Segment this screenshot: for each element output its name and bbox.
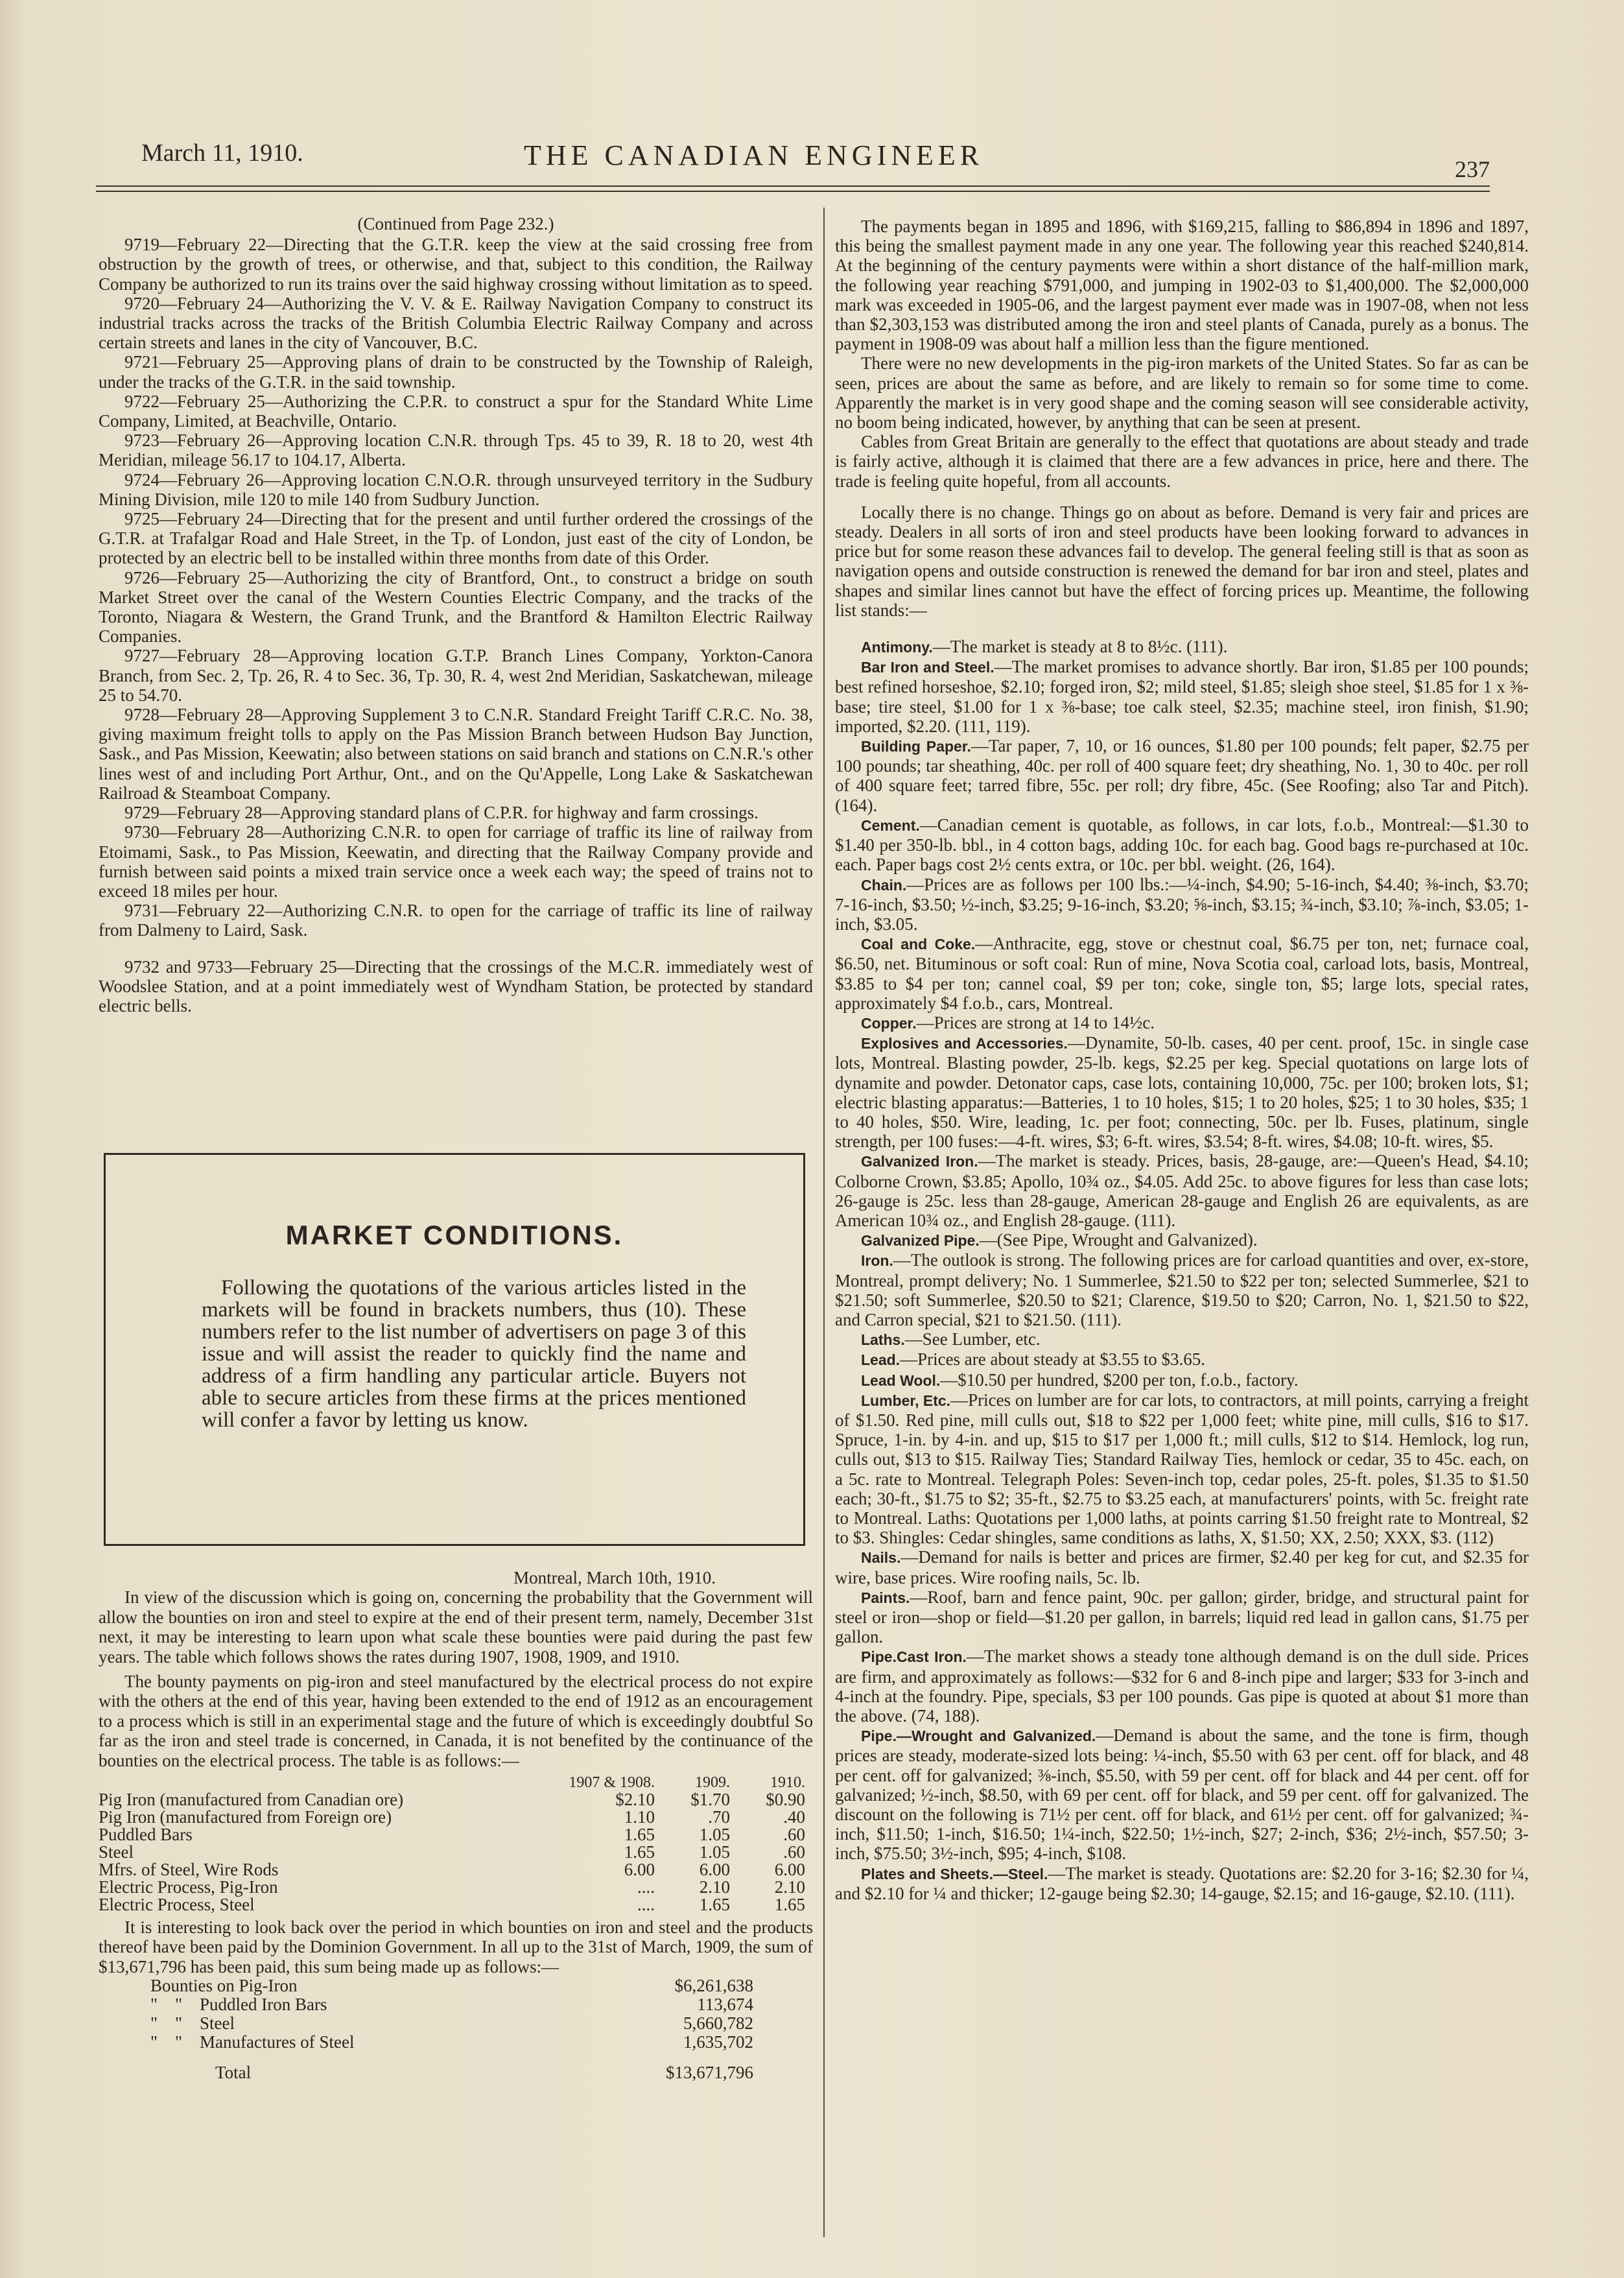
paragraph: There were no new developments in the pig-iron markets of the United States. So far as can be seen, prices are about the same as before, and are likely to remain so for some time to come. Apparently the market is in very good shape and the coming season will see considerable activity, no boom being indicated, however, by anything that can be seen at present. [835, 353, 1529, 433]
market-item [835, 1230, 1529, 1250]
item-heading: Antimony. [861, 639, 933, 656]
item-heading: Galvanized Pipe. [861, 1232, 980, 1250]
table-row [99, 1879, 805, 1896]
total-label: Total [215, 2063, 252, 2083]
cell: 1.05 [699, 1842, 730, 1862]
right-column [835, 217, 1529, 1903]
item-heading: Laths. [861, 1331, 905, 1349]
cell: .60 [783, 1842, 805, 1862]
amount: $6,261,638 [674, 1976, 753, 1996]
market-item [835, 637, 1529, 657]
paragraph: It is interesting to look back over the period in which bounties on iron and steel and the products thereof have been paid by the Dominion Government. In all up to the 31st of March, 1909, the sum of $13,671,796 has been paid, this sum being made up as follows:— [99, 1917, 813, 1976]
row-label: " " Manufactures of Steel [150, 2032, 355, 2052]
item-heading: Paints. [861, 1589, 910, 1606]
table-row [150, 2014, 753, 2033]
table-row [150, 1976, 753, 1995]
row-label: Pig Iron (manufactured from Foreign ore) [99, 1807, 392, 1827]
total-row [150, 2063, 753, 2082]
cell: .40 [783, 1807, 805, 1827]
left-column [99, 214, 813, 1015]
item-text: —The market is steady at 8 to 8½c. (111). [932, 637, 1228, 657]
table-row [99, 1791, 805, 1809]
market-conditions-title: MARKET CONDITIONS. [285, 1220, 624, 1250]
header-rule [96, 185, 1490, 187]
item-text: —(See Pipe, Wrought and Galvanized). [979, 1230, 1258, 1250]
row-label: " " Steel [150, 2013, 235, 2034]
cell: 1.65 [774, 1895, 805, 1915]
item-heading: Lead. [861, 1351, 900, 1369]
cell: .60 [783, 1825, 805, 1845]
item-heading: Pipe.—Wrought and Galvanized. [861, 1727, 1096, 1745]
market-item [835, 1547, 1529, 1587]
item-text: —Demand for nails is better and prices are firmer, $2.40 per keg for cut, and $2.35 for wire, base prices. Wire roofing nails, 5c. lb. [835, 1547, 1529, 1587]
item-heading: Bar Iron and Steel. [861, 659, 994, 676]
row-label: Bounties on Pig-Iron [150, 1976, 298, 1996]
cell: 2.10 [699, 1877, 730, 1897]
order-item: 9729—February 28—Approving standard plans of C.P.R. for highway and farm crossings. [124, 803, 759, 823]
table-row [99, 1896, 805, 1914]
item-text: —$10.50 per hundred, $200 per ton, f.o.b., factory. [940, 1370, 1299, 1390]
item-heading: Chain. [861, 876, 907, 894]
amount: 5,660,782 [683, 2013, 753, 2034]
table-row [150, 2033, 753, 2063]
market-item [835, 1013, 1529, 1033]
order-item: 9730—February 28—Authorizing C.N.R. to open for carriage of traffic its line of railway from Etoimami, Sask., to Pas Mission, Keewatin, and directing that the Railway Company provide and furnish between said points a mixed train service once a week each way; the speed of trains not to exceed 18 miles per hour. [99, 822, 813, 901]
cell: $0.90 [766, 1790, 805, 1810]
item-heading: Cement. [861, 816, 920, 834]
cell: 1.10 [624, 1807, 655, 1827]
item-text: —Demand is about the same, and the tone is firm, though prices are steady, moderate-sized lots being: ¼-inch, $5.50 with 63 per cent. off for black, and 48 per cent. off for galvanized; ⅜-inch, $5.50, with 59 per cent. off for black and 44 per cent. off for galvanized; ½-inch, $8.50, with 69 per cent. off for black, and 59 per cent. off for galvanized. The discount on the following is 71½ per cent. off for black, and 61½ per cent. off for galvanized; ¾-inch, $11.50; 1-inch, $16.50; 1¼-inch, $22.50; 1½-inch, $27; 2-inch, $36; 2½-inch, $57.50; 3-inch, $75.50; 3½-inch, $95; 4-inch, $108. [835, 1726, 1529, 1864]
market-conditions-note: Following the quotations of the various articles listed in the markets will be found in brackets numbers, thus (10). These numbers refer to the list number of advertisers on page 3 of this issue and will assist the reader to quickly find the name and address of a firm handling any particular article. Buyers not able to secure articles from these firms at the prices mentioned will confer a favor by letting us know. [202, 1276, 746, 1432]
item-heading: Building Paper. [861, 738, 971, 755]
item-text: —Dynamite, 50-lb. cases, 40 per cent. proof, 15c. in single case lots, Montreal. Blasting powder, 25-lb. kegs, $2.25 per keg. Special quotations on large lots of dynamite and powder. Detonator caps, case lots, containing 10,000, 75c. per 100; broken lots, $1; electric blasting apparatus:—Batteries, 1 to 10 holes, $15; 1 to 20 holes, $25; 1 to 30 holes, $35; 1 to 40 holes, $50. Wire, leading, 1c. per foot; connecting, 50c. per lb. Fuses, platinum, single strength, per 100 fuses:—4-ft. wires, $3; 6-ft. wires, $3.54; 8-ft. wires, $4.08; 10-ft. wires, $5. [835, 1033, 1529, 1152]
item-text: —See Lumber, etc. [904, 1329, 1041, 1349]
cell: 6.00 [624, 1860, 655, 1880]
row-label: Electric Process, Steel [99, 1895, 255, 1915]
order-item: 9725—February 24—Directing that for the present and until further ordered the crossings of the G.T.R. at Trafalgar Road and Hale Street, in the Tp. of London, just east of the city of London, be protected by an electric bell to be installed within three months from date of this Order. [99, 509, 813, 568]
paragraph: The bounty payments on pig-iron and steel manufactured by the electrical process do not expire with the others at the end of this year, having been extended to the end of 1912 as an encouragement to a process which is still in an experimental stage and the future of which is exceedingly doubtful So far as the iron and steel trade is concerned, in Canada, it is not benefited by the continuance of the bounties on the electrical process. The table is as follows:— [99, 1672, 813, 1770]
cell: .... [637, 1895, 655, 1915]
order-item: 9721—February 25—Approving plans of drain to be constructed by the Township of Raleigh, under the tracks of the G.T.R. in the said township. [99, 352, 813, 392]
paragraph: Cables from Great Britain are generally to the effect that quotations are about steady and trade is fairly active, although it is claimed that there are a few advances in price, here and there. The trade is feeling quite hopeful, from all accounts. [835, 432, 1529, 491]
item-heading: Copper. [861, 1014, 917, 1032]
market-item [835, 1587, 1529, 1647]
order-item: 9727—February 28—Approving location G.T.P. Branch Lines Company, Yorkton-Canora Branch, from Sec. 2, Tp. 26, R. 4 to Sec. 36, Tp. 30, R. 4, west 2nd Meridian, Saskatchewan, mileage 25 to 54.70. [99, 646, 813, 705]
item-heading: Explosives and Accessories. [861, 1035, 1068, 1052]
montreal-report [99, 1568, 813, 2082]
item-text: —Prices on lumber are for car lots, to contractors, at mill points, carrying a freight of $1.50. Red pine, mill culls out, $18 to $22 per 1,000 feet; white pine, mill culls, $16 to $17. Spruce, 1-in. by 4-in. and up, $15 to $17 per 1,000 ft.; mill culls, $12 to $14. Hemlock, log run, culls out, $13 to $15. Railway Ties; Standard Railway Ties, hemlock or cedar, 35 to 45c. each, on a 5c. rate to Montreal. Telegraph Poles: Seven-inch top, cedar poles, 25-ft. poles, $1.35 to $1.50 each; 30-ft., $1.75 to $2; 35-ft., $2.75 to $3.25 each, at manufacturers' points, with 5c. freight rate to Montreal. Laths: Quotations per 1,000 laths, at points carring $1.50 freight rate to Montreal, $2 to $3. Shingles: Cedar shingles, same conditions as laths, X, $1.50; XX, 2.50; XXX, $3. (112) [835, 1390, 1529, 1548]
bounty-totals-table [150, 1976, 753, 2082]
market-item [835, 1349, 1529, 1370]
market-item [835, 1033, 1529, 1151]
column-divider [823, 208, 825, 2237]
order-item: 9726—February 25—Authorizing the city of Brantford, Ont., to construct a bridge on south Market Street over the canal of the Western Counties Electric Company, and the tracks of the Toronto, Niagara & Western, the Grand Trunk, and the Brantford & Hamilton Electric Railway Companies. [99, 567, 813, 647]
order-item: 9719—February 22—Directing that the G.T.R. keep the view at the said crossing free from obstruction by the growth of trees, or otherwise, and that, subject to this condition, the Railway Company be authorized to run its trains over the said highway crossing without limitation as to speed. [99, 235, 813, 294]
cell: 2.10 [774, 1877, 805, 1897]
page-number: 237 [1455, 156, 1490, 182]
item-text: —Prices are as follows per 100 lbs.:—¼-inch, $4.90; 5-16-inch, $4.40; ⅜-inch, $3.70; 7-16-inch, $3.50; ½-inch, $3.25; 9-16-inch, $3.20; ⅝-inch, $3.15; ¾-inch, $3.10; ⅞-inch, $3.05; 1-inch, $3.05. [835, 874, 1529, 934]
item-text: —Prices are strong at 14 to 14½c. [916, 1012, 1155, 1032]
market-item [835, 1329, 1529, 1349]
market-item [835, 875, 1529, 934]
cell: 6.00 [699, 1860, 730, 1880]
market-item [835, 657, 1529, 736]
market-item [835, 736, 1529, 815]
table-row [99, 1809, 805, 1826]
cell: 1.05 [699, 1825, 730, 1845]
item-heading: Nails. [861, 1549, 901, 1567]
table-row [99, 1826, 805, 1844]
market-item [835, 1390, 1529, 1548]
order-item: 9720—February 24—Authorizing the V. V. & E. Railway Navigation Company to construct its industrial tracks across the tracks of the British Columbia Electric Railway Company and across certain streets and lanes in the city of Vancouver, B.C. [99, 293, 813, 353]
page-header [141, 136, 1490, 182]
market-item [835, 1370, 1529, 1390]
cell: 6.00 [774, 1860, 805, 1880]
cell: 1.65 [624, 1842, 655, 1862]
continued-note: (Continued from Page 232.) [357, 214, 554, 233]
order-item: 9722—February 25—Authorizing the C.P.R. to construct a spur for the Standard White Lime Company, Limited, at Beachville, Ontario. [99, 391, 813, 431]
order-item: 9728—February 28—Approving Supplement 3 to C.N.R. Standard Freight Tariff C.R.C. No. 38, giving maximum freight tolls to apply on the Pas Mission Branch between Hudson Bay Junction, Sask., and Pas Mission, Keewatin; also between stations on said branch and stations on C.N.R.'s other lines west of and including Port Arthur, Ont., and on the Qu'Appelle, Long Lake & Saskatchewan Railroad & Steamboat Company. [99, 705, 813, 803]
market-item [835, 1646, 1529, 1726]
order-item: 9731—February 22—Authorizing C.N.R. to open for the carriage of traffic its line of railway from Dalmeny to Laird, Sask. [99, 901, 813, 940]
market-conditions-box [104, 1153, 805, 1546]
amount: 1,635,702 [683, 2032, 753, 2052]
item-heading: Plates and Sheets.—Steel. [861, 1865, 1048, 1882]
item-heading: Pipe.Cast Iron. [861, 1648, 967, 1666]
item-text: —Prices are about steady at $3.55 to $3.65. [900, 1349, 1205, 1370]
table-row [99, 1844, 805, 1861]
cell: 1.65 [699, 1895, 730, 1915]
item-text: —The market is steady. Prices, basis, 28-gauge, are:—Queen's Head, $4.10; Colborne Crown, $3.85; Apollo, 10¾ oz., $4.05. Add 25c. to above figures for less than case lots; 26-gauge is 25c. less than 28-gauge, American 28-gauge and English 26 are equivalents, as are American 10¾ oz., and English 28-gauge. (111). [835, 1151, 1529, 1230]
paragraph: In view of the discussion which is going on, concerning the probability that the Government will allow the bounties on iron and steel to expire at the end of their present term, namely, December 31st next, it may be interesting to learn upon what scale these bounties were paid during the past few years. The table which follows shows the rates during 1907, 1908, 1909, and 1910. [99, 1587, 813, 1667]
table-row [99, 1861, 805, 1879]
row-label: Puddled Bars [99, 1825, 193, 1845]
column-header: 1909. [695, 1774, 730, 1792]
item-heading: Lumber, Etc. [861, 1392, 951, 1409]
item-text: —The market shows a steady tone although demand is on the dull side. Prices are firm, and approximately as follows:—$32 for 6 and 8-inch pipe and larger; $33 for 3-inch and 4-inch at the foundry. Pipe, specials, $3 per 100 pounds. Gas pipe is quoted at about $1 more than the above. (74, 188). [835, 1646, 1529, 1726]
item-heading: Lead Wool. [861, 1371, 941, 1389]
market-item [835, 1864, 1529, 1903]
market-item [835, 815, 1529, 875]
item-heading: Coal and Coke. [861, 936, 976, 953]
item-text: —Anthracite, egg, stove or chestnut coal, $6.75 per ton, net; furnace coal, $6.50, net. Bituminous or soft coal: Run of mine, Nova Scotia coal, carload lots, basis, Montreal, $3.85 to $4 per ton; cannel coal, $9 per ton; coke, single ton, $5; large lots, special rates, approximately $4 f.o.b., cars, Montreal. [835, 934, 1529, 1013]
issue-date: March 11, 1910. [141, 139, 303, 167]
market-item [835, 1250, 1529, 1329]
market-item [835, 934, 1529, 1013]
market-item [835, 1726, 1529, 1863]
table-header-row [99, 1774, 805, 1791]
amount: 113,674 [697, 1995, 753, 2015]
table-row [150, 1995, 753, 2014]
row-label: Mfrs. of Steel, Wire Rods [99, 1860, 279, 1880]
item-text: —Tar paper, 7, 10, or 16 ounces, $1.80 per 100 pounds; felt paper, $2.75 per 100 pounds; tar sheathing, 40c. per roll of 400 square feet; dry sheathing, No. 1, 30 to 40c. per roll of 400 square feet; tarred fibre, 55c. per roll; dry fibre, 45c. (See Roofing; also Tar and Pitch). (164). [835, 736, 1529, 815]
row-label: " " Puddled Iron Bars [150, 1995, 327, 2015]
journal-title: THE CANADIAN ENGINEER [524, 139, 984, 171]
cell: .... [637, 1877, 655, 1897]
row-label: Steel [99, 1842, 134, 1862]
item-text: —The outlook is strong. The following prices are for carload quantities and over, ex-store, Montreal, prompt delivery; No. 1 Summerlee, $21.50 to $22 per ton; selected Summerlee, $21 to $21.50; soft Summerlee, $20.50 to $21; Clarence, $19.50 to $20; Carron, No. 1, $21.50 to $22, and Carron special, $21 to $21.50. (111). [835, 1250, 1529, 1329]
order-item: 9732 and 9733—February 25—Directing that the crossings of the M.C.R. immediately west of Woodslee Station, and at a point immediately west of Wyndham Station, be protected by standard electric bells. [99, 956, 813, 1015]
row-label: Electric Process, Pig-Iron [99, 1877, 278, 1897]
cell: 1.65 [624, 1825, 655, 1845]
item-text: —The market is steady. Quotations are: $2.20 for 3-16; $2.30 for ¼, and $2.10 for ¼ and thicker; 12-gauge being $2.30; 14-gauge, $2.15; and 16-gauge, $2.10. (111). [835, 1863, 1529, 1903]
cell: $2.10 [615, 1790, 655, 1810]
row-label: Pig Iron (manufactured from Canadian ore) [99, 1790, 404, 1810]
market-item [835, 1151, 1529, 1230]
order-item: 9723—February 26—Approving location C.N.R. through Tps. 45 to 39, R. 18 to 20, west 4th Meridian, mileage 56.17 to 104.17, Alberta. [99, 431, 813, 470]
item-text: —The market promises to advance shortly. Bar iron, $1.85 per 100 pounds; best refined horseshoe, $2.10; forged iron, $2; mild steel, $1.85; sleigh shoe steel, $1.85 for 1 x ⅜-base; tire steel, $1.00 for 1 x ⅜-base; toe calk steel, $2.35; machine steel, iron finish, $1.90; imported, $2.20. (111, 119). [835, 657, 1529, 736]
cell: .70 [708, 1807, 730, 1827]
column-header: 1910. [770, 1774, 805, 1792]
item-heading: Galvanized Iron. [861, 1153, 978, 1170]
item-text: —Canadian cement is quotable, as follows, in car lots, f.o.b., Montreal:—$1.30 to $1.40 per 350-lb. bbl., in 4 cotton bags, adding 10c. for each bag. Good bags re-purchased at 10c. each. Paper bags cost 2½ cents extra, or 10c. per bbl. weight. (26, 164). [835, 814, 1529, 875]
item-text: —Roof, barn and fence paint, 90c. per gallon; girder, bridge, and structural paint for steel or iron—shop or field—$1.20 per gallon, in barrels; liquid red lead in gallon cans, $1.75 per gallon. [835, 1587, 1529, 1647]
header-rule-thin [96, 191, 1490, 192]
dateline: Montreal, March 10th, 1910. [513, 1568, 716, 1587]
column-header: 1907 & 1908. [569, 1774, 655, 1792]
cell: $1.70 [690, 1790, 730, 1810]
total-amount: $13,671,796 [666, 2063, 753, 2083]
paragraph: The payments began in 1895 and 1896, with $169,215, falling to $86,894 in 1896 and 1897, this being the smallest payment made in any one year. The following year this reached $240,814. At the beginning of the century payments were within a short distance of the half-million mark, the following year reaching $791,000, and jumping in 1902-03 to $1,400,000. The $2,000,000 mark was exceeded in 1905-06, and the largest payment ever made was in 1907-08, when not less than $2,303,153 was distributed among the iron and steel plants of Canada, purely as a bonus. The payment in 1908-09 was about half a million less than the figure mentioned. [835, 217, 1529, 354]
item-heading: Iron. [861, 1252, 893, 1270]
bounty-rates-table [99, 1774, 805, 1914]
order-item: 9724—February 26—Approving location C.N.O.R. through unsurveyed territory in the Sudbury Mining Division, mile 120 to mile 140 from Sudbury Junction. [99, 469, 813, 509]
paragraph: Locally there is no change. Things go on about as before. Demand is very fair and prices are steady. Dealers in all sorts of iron and steel products have been looking forward to advances in price but for some reason these advances fail to develop. The general feeling still is that as soon as navigation opens and outside construction is renewed the demand for bar iron and steel, plates and shapes and similar lines cannot but have the effect of forcing prices up. Meantime, the following list stands:— [835, 502, 1529, 620]
